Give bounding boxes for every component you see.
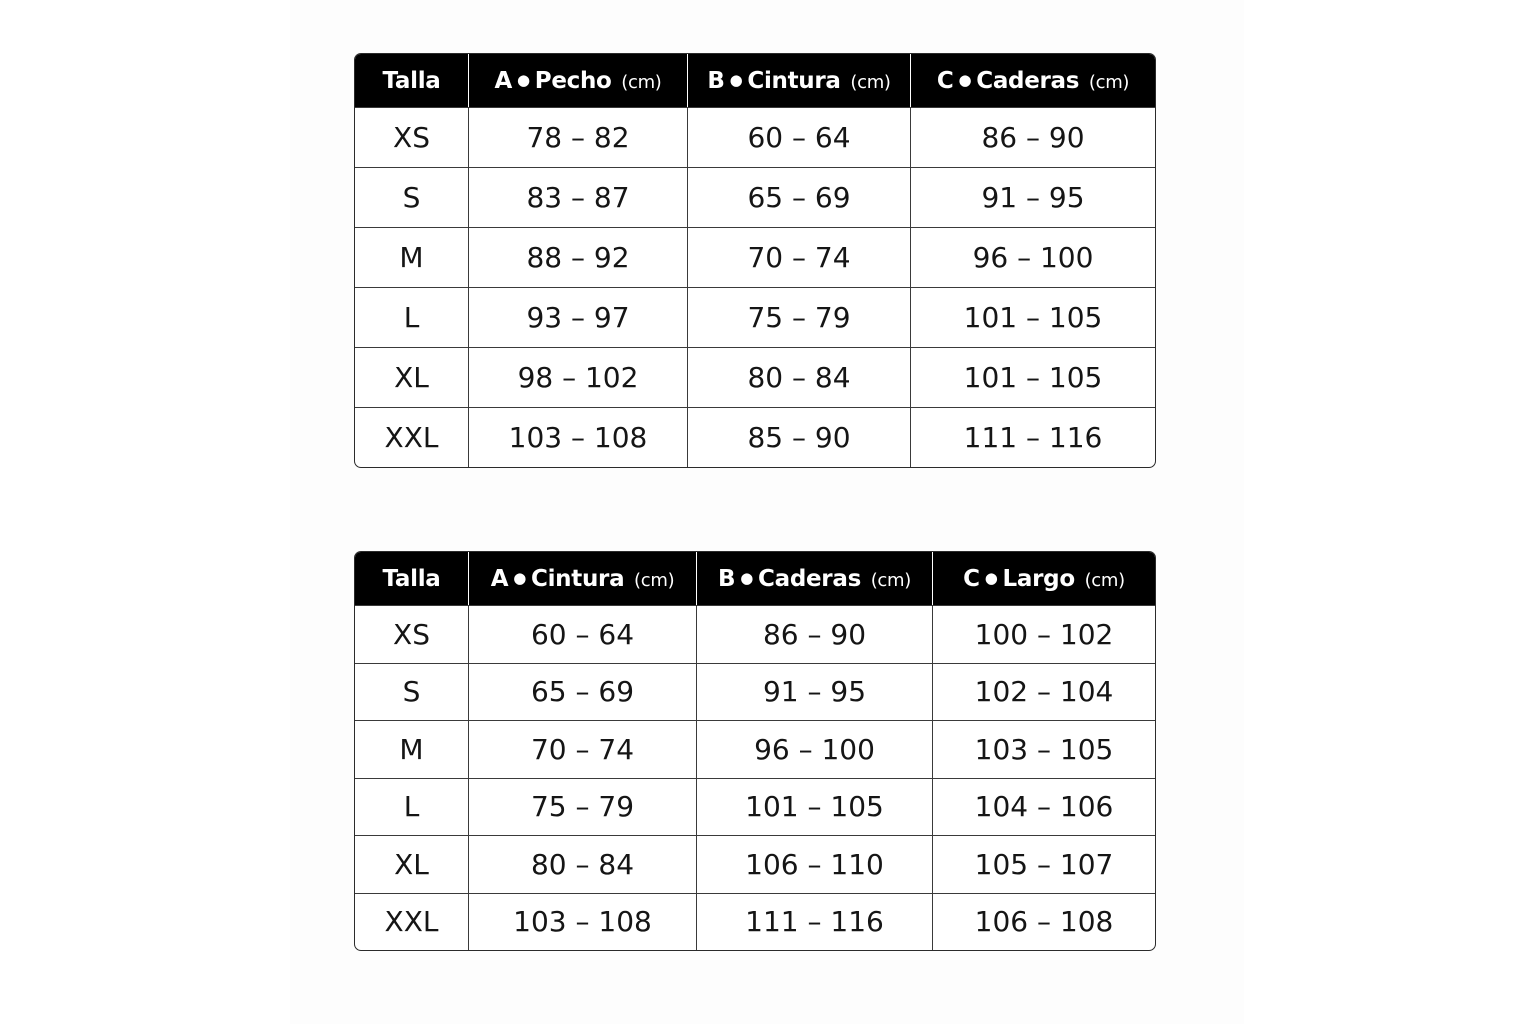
measure-cell: 101 – 105: [910, 347, 1155, 407]
measure-cell: 111 – 116: [696, 893, 932, 951]
measure-cell: 86 – 90: [696, 605, 932, 663]
table-row: [355, 663, 1155, 721]
table-row: [355, 835, 1155, 893]
header-letter: A: [490, 565, 509, 592]
measure-cell: 103 – 105: [932, 720, 1155, 778]
header-size: [355, 54, 468, 107]
measure-cell: 65 – 69: [687, 167, 910, 227]
size-cell: L: [355, 287, 468, 347]
table-row: [355, 107, 1155, 167]
header-unit: (cm): [1088, 71, 1130, 93]
measure-cell: 101 – 105: [910, 287, 1155, 347]
measure-cell: 103 – 108: [468, 893, 696, 951]
measure-cell: 83 – 87: [468, 167, 687, 227]
table-row: [355, 287, 1155, 347]
measure-cell: 100 – 102: [932, 605, 1155, 663]
table-row: [355, 893, 1155, 951]
size-cell: XL: [355, 835, 468, 893]
size-cell: XXL: [355, 893, 468, 951]
measure-cell: 93 – 97: [468, 287, 687, 347]
bullet-separator: ●: [513, 568, 527, 587]
header-row: [355, 54, 1155, 107]
bullet-separator: ●: [740, 568, 754, 587]
table-row: [355, 605, 1155, 663]
header-measure: [932, 552, 1155, 605]
bullet-separator: ●: [516, 70, 530, 89]
header-name: Cintura: [531, 565, 625, 592]
size-cell: M: [355, 227, 468, 287]
size-cell: XS: [355, 107, 468, 167]
measure-cell: 91 – 95: [696, 663, 932, 721]
measure-cell: 88 – 92: [468, 227, 687, 287]
measure-cell: 60 – 64: [687, 107, 910, 167]
size-cell: XS: [355, 605, 468, 663]
size-cell: M: [355, 720, 468, 778]
measure-cell: 80 – 84: [468, 835, 696, 893]
header-name: Caderas: [976, 67, 1080, 94]
table-row: [355, 227, 1155, 287]
measure-cell: 103 – 108: [468, 407, 687, 467]
header-label: Talla: [382, 67, 441, 94]
header-measure: [696, 552, 932, 605]
measure-cell: 106 – 108: [932, 893, 1155, 951]
bullet-separator: ●: [984, 568, 998, 587]
table-row: [355, 778, 1155, 836]
table-row: [355, 167, 1155, 227]
size-cell: XXL: [355, 407, 468, 467]
measure-cell: 96 – 100: [696, 720, 932, 778]
measure-cell: 70 – 74: [468, 720, 696, 778]
header-size: [355, 552, 468, 605]
header-measure: [687, 54, 910, 107]
measure-cell: 80 – 84: [687, 347, 910, 407]
header-unit: (cm): [850, 71, 891, 93]
measure-cell: 98 – 102: [468, 347, 687, 407]
header-unit: (cm): [870, 569, 911, 591]
bottom-size-table: [354, 551, 1156, 951]
size-cell: S: [355, 663, 468, 721]
measure-cell: 101 – 105: [696, 778, 932, 836]
header-letter: C: [963, 565, 980, 592]
header-name: Caderas: [758, 565, 861, 592]
header-name: Cintura: [747, 67, 841, 94]
header-letter: B: [707, 67, 725, 94]
header-letter: A: [494, 67, 512, 94]
bullet-separator: ●: [729, 70, 743, 89]
measure-cell: 75 – 79: [468, 778, 696, 836]
measure-cell: 85 – 90: [687, 407, 910, 467]
measure-cell: 96 – 100: [910, 227, 1155, 287]
measure-cell: 106 – 110: [696, 835, 932, 893]
measure-cell: 102 – 104: [932, 663, 1155, 721]
measure-cell: 65 – 69: [468, 663, 696, 721]
table-row: [355, 407, 1155, 467]
header-measure: [468, 552, 696, 605]
header-measure: [468, 54, 687, 107]
table-row: [355, 347, 1155, 407]
header-unit: (cm): [1084, 569, 1125, 591]
size-cell: L: [355, 778, 468, 836]
size-cell: S: [355, 167, 468, 227]
size-cell: XL: [355, 347, 468, 407]
measure-cell: 104 – 106: [932, 778, 1155, 836]
measure-cell: 60 – 64: [468, 605, 696, 663]
measure-cell: 105 – 107: [932, 835, 1155, 893]
measure-cell: 86 – 90: [910, 107, 1155, 167]
header-unit: (cm): [621, 71, 662, 93]
measure-cell: 75 – 79: [687, 287, 910, 347]
measure-cell: 78 – 82: [468, 107, 687, 167]
table-row: [355, 720, 1155, 778]
header-row: [355, 552, 1155, 605]
header-label: Talla: [382, 565, 441, 592]
measure-cell: 70 – 74: [687, 227, 910, 287]
measure-cell: 111 – 116: [910, 407, 1155, 467]
bullet-separator: ●: [958, 70, 972, 89]
header-name: Pecho: [534, 67, 612, 94]
top-size-table: [354, 53, 1156, 468]
measure-cell: 91 – 95: [910, 167, 1155, 227]
header-letter: B: [718, 565, 736, 592]
header-unit: (cm): [634, 569, 675, 591]
header-name: Largo: [1002, 565, 1075, 592]
header-letter: C: [936, 67, 954, 94]
header-measure: [910, 54, 1155, 107]
